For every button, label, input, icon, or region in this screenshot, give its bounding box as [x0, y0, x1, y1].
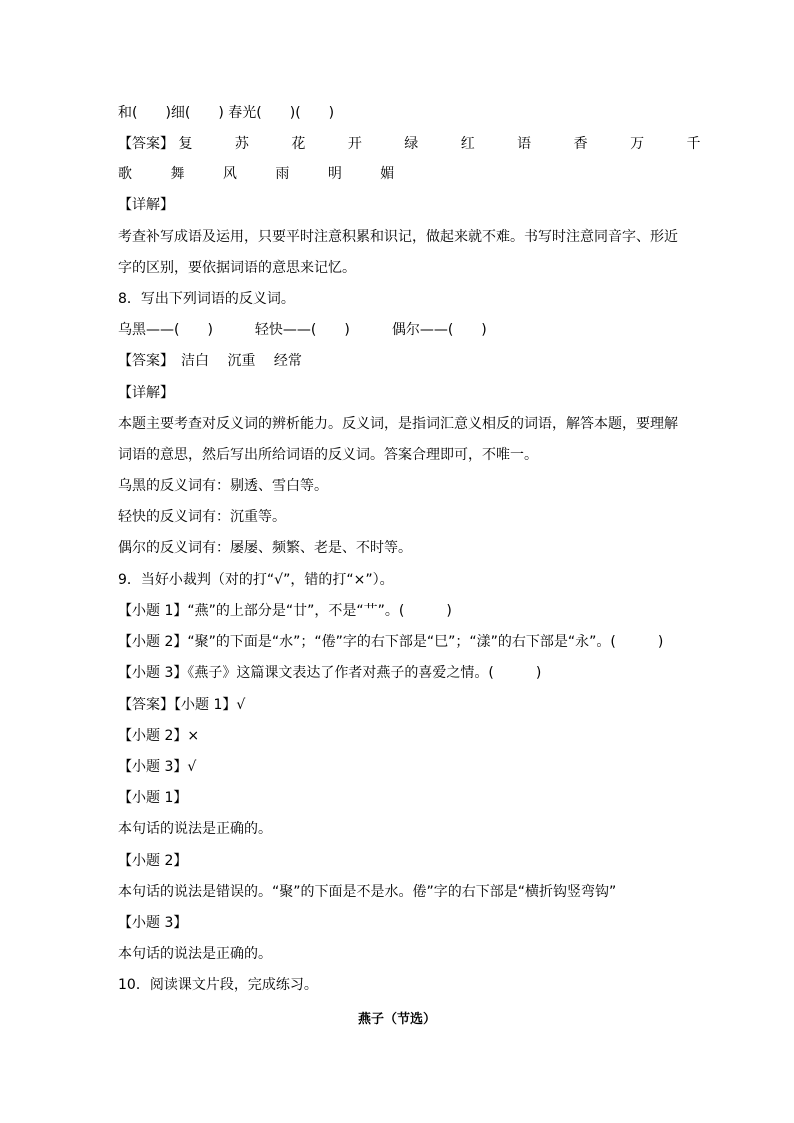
answer-word: 媚 — [380, 166, 395, 182]
text-line: 偶尔的反义词有：屡屡、频繁、老是、不时等。 — [118, 540, 412, 556]
answer-line — [118, 134, 701, 154]
text-line: 乌黑——( ) 轻快——( ) 偶尔——( ) — [118, 322, 487, 338]
answer-word: 舞 — [170, 166, 185, 182]
answer-word: 香 — [573, 136, 588, 152]
answer-word: 复 — [178, 136, 193, 152]
text-line: 字的区别，要依据词语的意思来记忆。 — [118, 260, 356, 276]
question-title: 9．当好小裁判（对的打“√”，错的打“×”）。 — [118, 572, 394, 588]
section-heading: 【详解】 — [118, 197, 174, 213]
text-line: 【小题 1】“燕”的上部分是“廿”，不是“艹”。( ) — [118, 603, 452, 619]
answer-word: 苏 — [234, 136, 249, 152]
text-line: 【小题 2】 — [118, 853, 188, 869]
text-line: 【小题 2】“聚”的下面是“水”；“倦”字的右下部是“巳”；“漾”的右下部是“永”。( ) — [118, 634, 664, 650]
text-line: 【小题 3】 — [118, 915, 188, 931]
text-line: 乌黑的反义词有：剔透、雪白等。 — [118, 478, 328, 494]
answer-word: 歌 — [118, 166, 132, 182]
text-line: 【小题 1】 — [118, 790, 188, 806]
question-title: 8．写出下列词语的反义词。 — [118, 291, 295, 307]
text-line: 词语的意思，然后写出所给词语的反义词。答案合理即可，不唯一。 — [118, 447, 538, 463]
answer-word: 万 — [630, 136, 645, 152]
question-title: 10．阅读课文片段，完成练习。 — [118, 977, 318, 993]
text-line: 【小题 3】√ — [118, 759, 197, 775]
answer-word: 开 — [347, 136, 362, 152]
text-line: 【小题 2】× — [118, 728, 200, 744]
answer-word: 语 — [517, 136, 532, 152]
answer-label: 【答案】 — [118, 136, 174, 152]
answer-word: 明 — [327, 166, 342, 182]
answer-word: 红 — [460, 136, 475, 152]
text-line: 本题主要考查对反义词的辨析能力。反义词，是指词汇意义相反的词语，解答本题，要理解 — [118, 416, 678, 432]
answer-word: 绿 — [404, 136, 419, 152]
section-heading: 【详解】 — [118, 385, 174, 401]
text-line: 【小题 3】《燕子》这篇课文表达了作者对燕子的喜爱之情。( ) — [118, 665, 542, 681]
text-line: 和( )细( ) 春光( )( ) — [118, 105, 335, 121]
passage-title: 燕子（节选） — [357, 1012, 436, 1027]
answer-word: 花 — [291, 136, 306, 152]
text-line: 本句话的说法是正确的。 — [118, 946, 272, 962]
text-line: 本句话的说法是正确的。 — [118, 821, 272, 837]
answer-word: 雨 — [275, 166, 290, 182]
text-line: 轻快的反义词有：沉重等。 — [118, 509, 286, 525]
answer-line — [118, 164, 394, 184]
answer-line: 【答案】 洁白 沉重 经常 — [118, 353, 302, 369]
answer-word: 千 — [686, 136, 701, 152]
answer-line: 【答案】【小题 1】√ — [118, 697, 246, 713]
answer-word: 风 — [222, 166, 237, 182]
text-line: 本句话的说法是错误的。“聚”的下面是不是水。倦”字的右下部是“横折钩竖弯钩” — [118, 884, 617, 900]
text-line: 考查补写成语及运用，只要平时注意积累和识记，做起来就不难。书写时注意同音字、形近 — [118, 229, 678, 245]
